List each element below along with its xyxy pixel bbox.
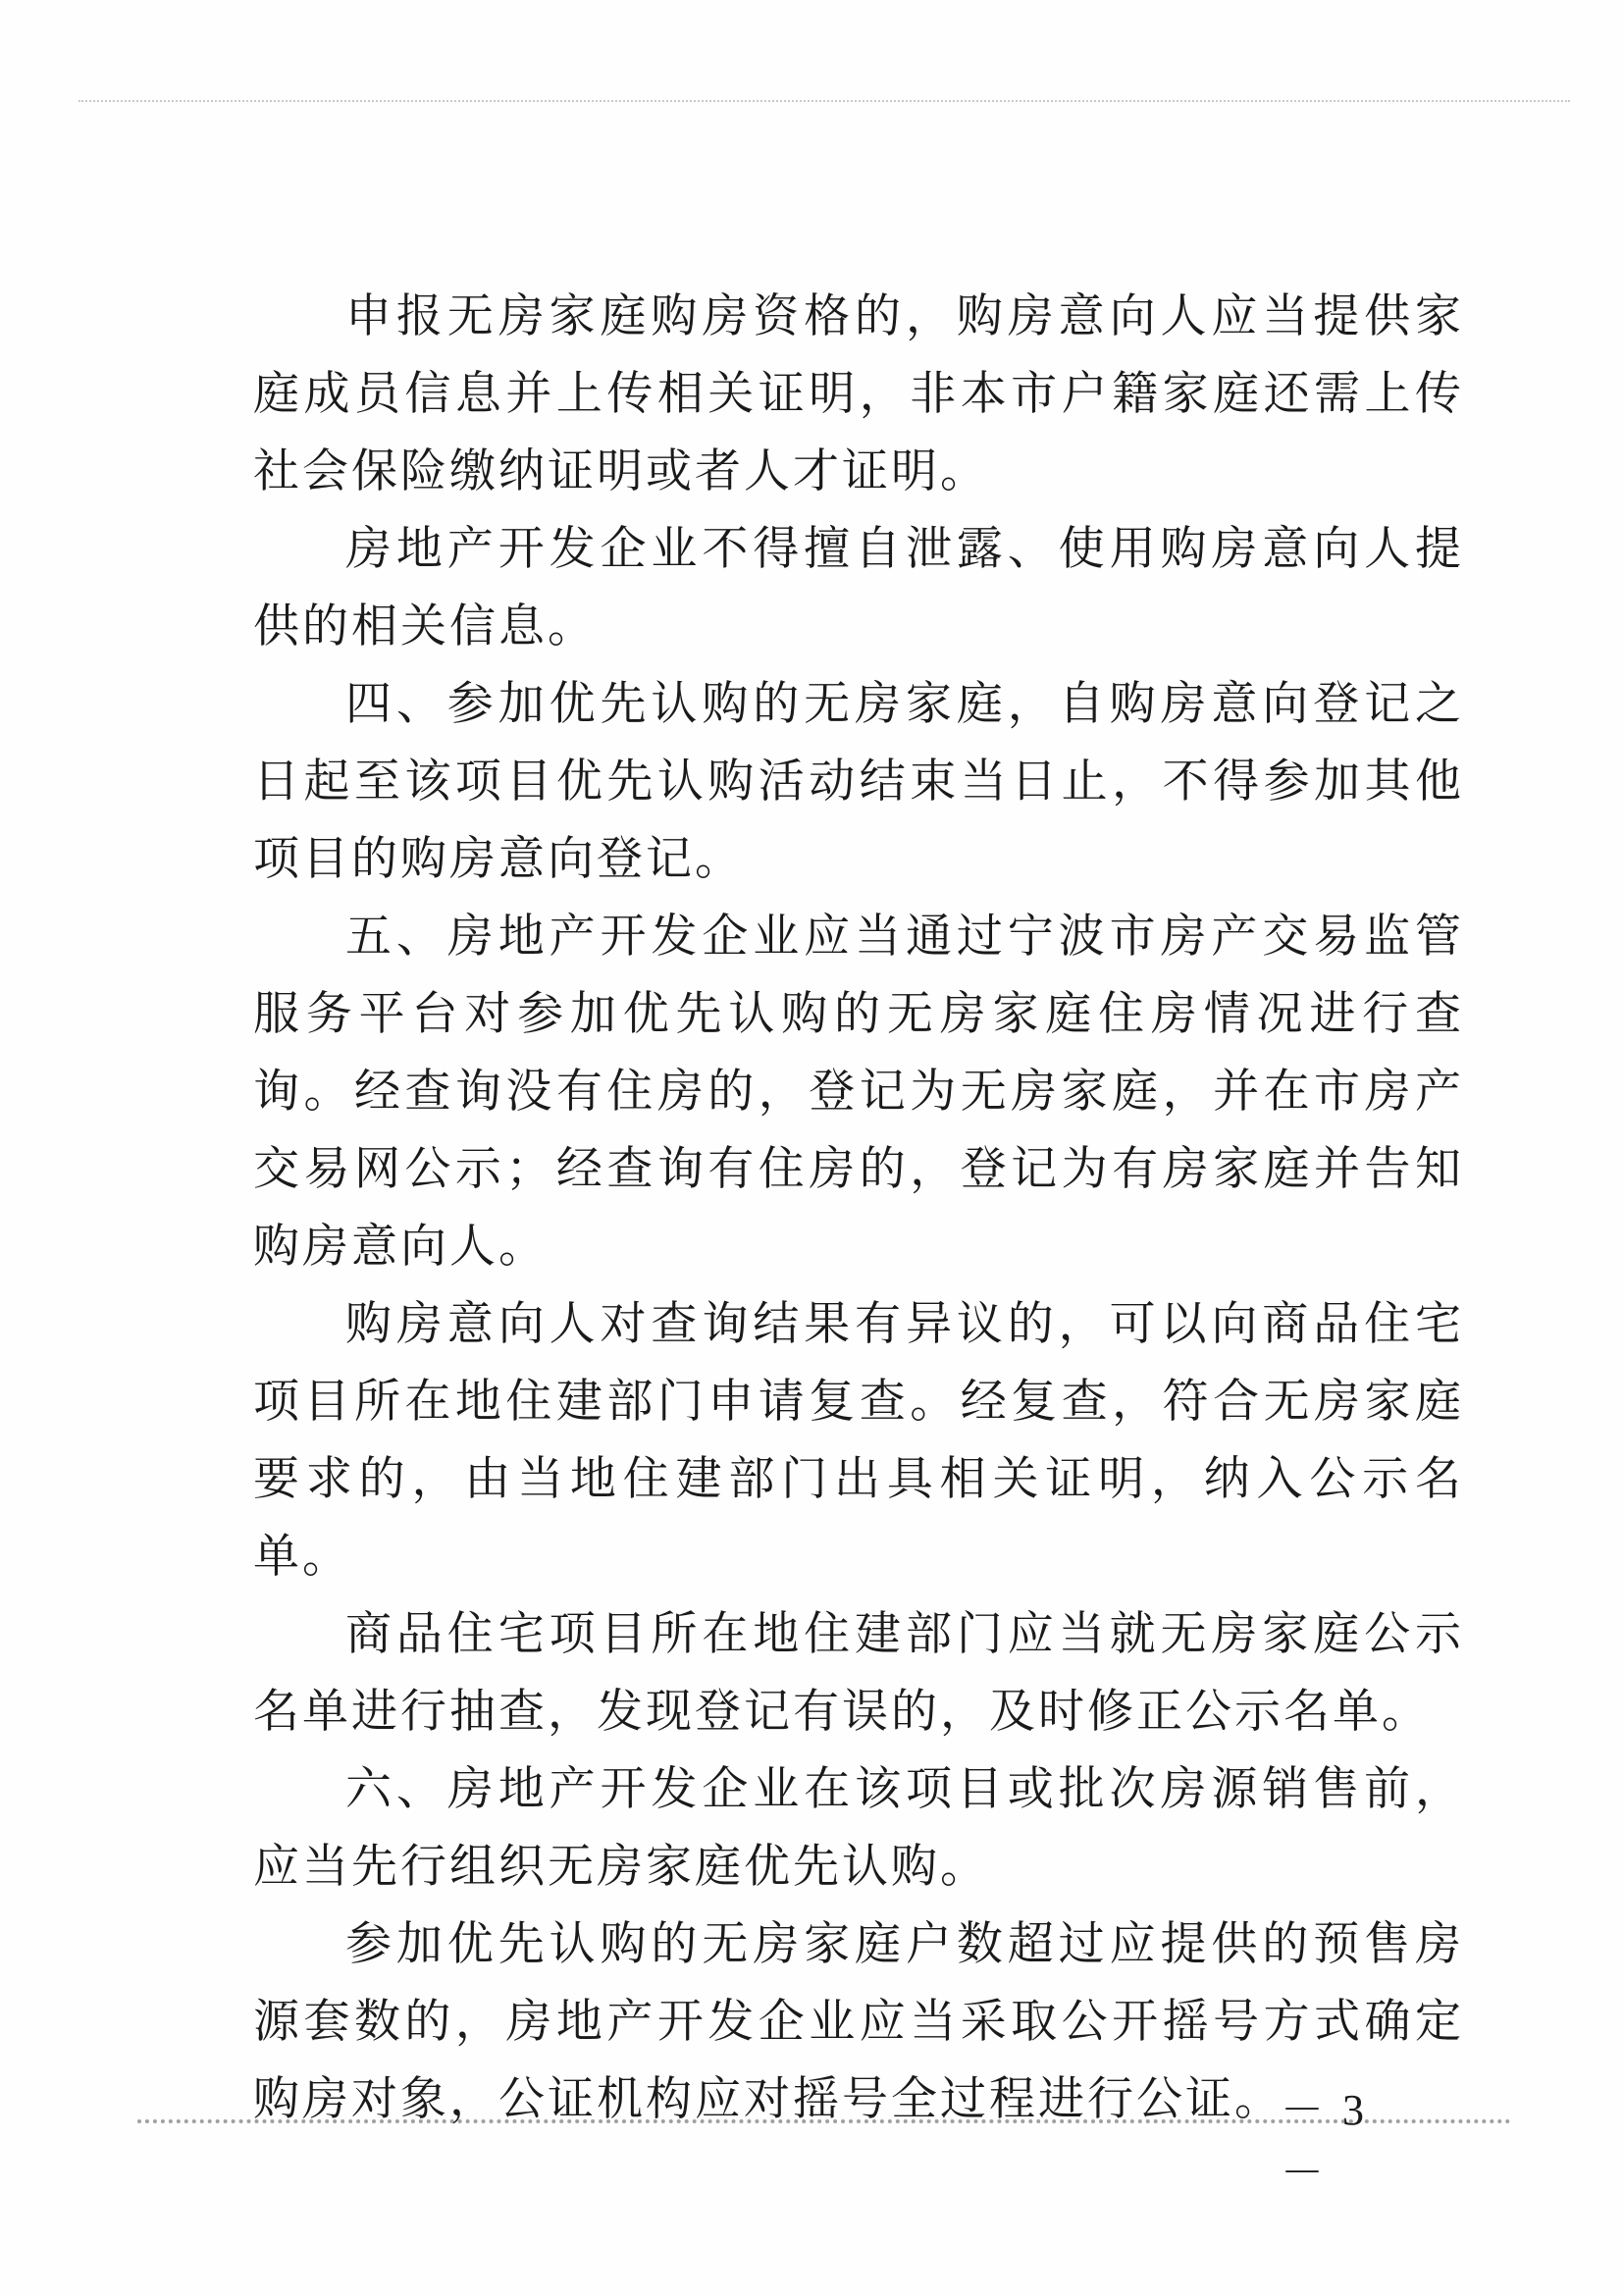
scan-artifact-top [79, 100, 1570, 110]
document-body [253, 278, 1464, 2138]
paragraph-section-six: 六、房地产开发企业在该项目或批次房源销售前，应当先行组织无房家庭优先认购。 [253, 1762, 1464, 1894]
page-number: － 3 － [1281, 2086, 1368, 2197]
paragraph-information-confidentiality: 房地产开发企业不得擅自泄露、使用购房意向人提供的相关信息。 [253, 522, 1464, 653]
paragraph-housing-qualification: 申报无房家庭购房资格的，购房意向人应当提供家庭成员信息并上传相关证明，非本市户籍家庭还需上传社会保险缴纳证明或者人才证明。 [253, 289, 1464, 498]
paragraph-spot-check: 商品住宅项目所在地住建部门应当就无房家庭公示名单进行抽查，发现登记有误的，及时修正公示名单。 [253, 1607, 1464, 1739]
paragraph-section-five: 五、房地产开发企业应当通过宁波市房产交易监管服务平台对参加优先认购的无房家庭住房情况进行查询。经查询没有住房的，登记为无房家庭，并在市房产交易网公示；经查询有住房的，登记为有房家庭并告知购房意向人。 [253, 910, 1464, 1274]
paragraph-review-request: 购房意向人对查询结果有异议的，可以向商品住宅项目所在地住建部门申请复查。经复查，符合无房家庭要求的，由当地住建部门出具相关证明，纳入公示名单。 [253, 1297, 1464, 1584]
paragraph-lottery-notarization: 参加优先认购的无房家庭户数超过应提供的预售房源套数的，房地产开发企业应当采取公开摇号方式确定购房对象，公证机构应对摇号全过程进行公证。 [253, 1917, 1464, 2126]
paragraph-section-four: 四、参加优先认购的无房家庭，自购房意向登记之日起至该项目优先认购活动结束当日止，不得参加其他项目的购房意向登记。 [253, 677, 1464, 886]
